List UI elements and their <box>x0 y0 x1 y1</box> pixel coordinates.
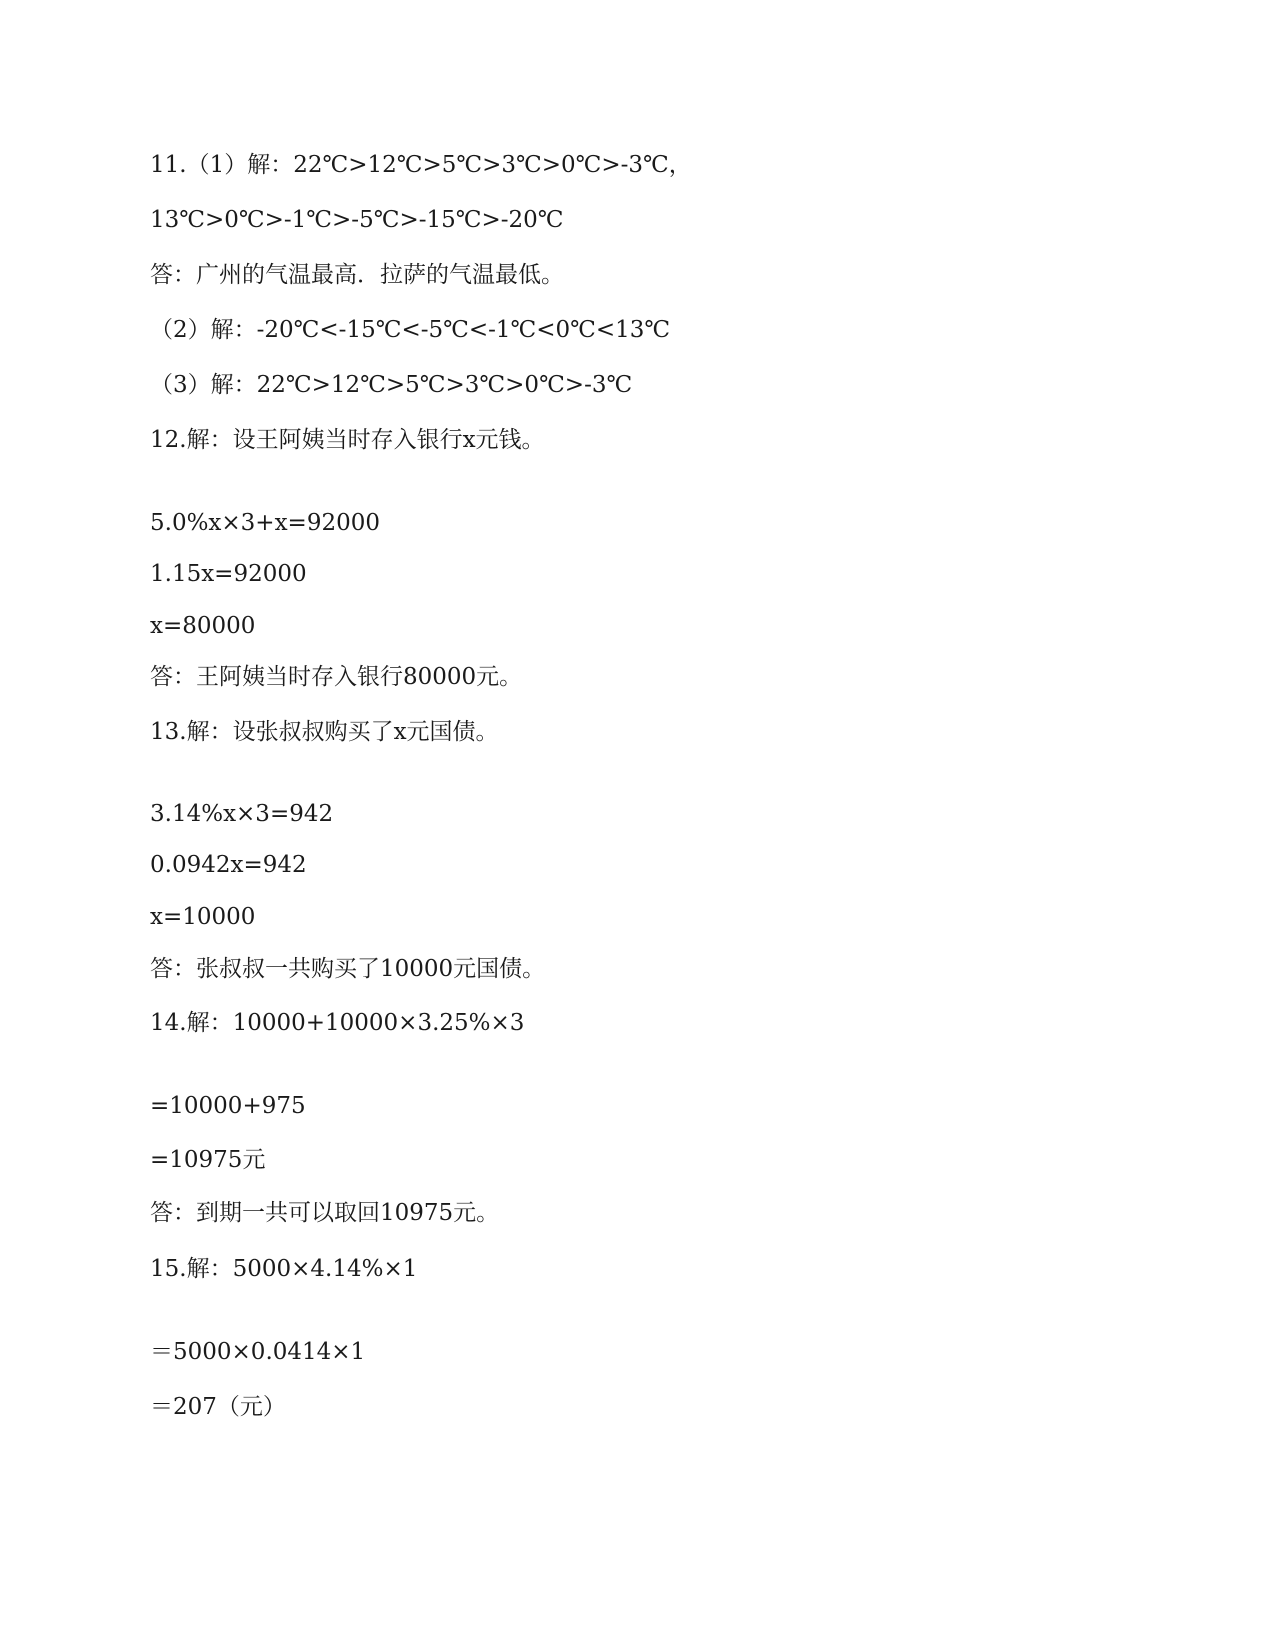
text-line: 5.0%x×3+x=92000 <box>150 510 380 536</box>
text-line: 答：到期一共可以取回10975元。 <box>150 1200 500 1226</box>
text-line: （3）解：22℃>12℃>5℃>3℃>0℃>-3℃ <box>150 372 633 398</box>
text-line: 答：王阿姨当时存入银行80000元。 <box>150 664 523 690</box>
text-line: 14.解：10000+10000×3.25%×3 <box>150 1010 525 1036</box>
text-line: 3.14%x×3=942 <box>150 801 334 827</box>
text-line: ＝207（元） <box>150 1394 286 1420</box>
text-line: 答：广州的气温最高．拉萨的气温最低。 <box>150 262 564 288</box>
text-line: 11.（1）解：22℃>12℃>5℃>3℃>0℃>-3℃， <box>150 152 692 178</box>
text-line: 答：张叔叔一共购买了10000元国债。 <box>150 956 546 982</box>
text-line: 1.15x=92000 <box>150 561 307 587</box>
text-line: 13℃>0℃>-1℃>-5℃>-15℃>-20℃ <box>150 207 564 233</box>
text-line: x=10000 <box>150 904 256 930</box>
text-line: （2）解：-20℃<-15℃<-5℃<-1℃<0℃<13℃ <box>150 317 671 343</box>
text-line: =10000+975 <box>150 1093 306 1119</box>
text-line: x=80000 <box>150 613 256 639</box>
text-line: 13.解：设张叔叔购买了x元国债。 <box>150 719 499 745</box>
text-line: ＝5000×0.0414×1 <box>150 1339 366 1365</box>
text-line: 15.解：5000×4.14%×1 <box>150 1256 418 1282</box>
text-line: 0.0942x=942 <box>150 852 307 878</box>
text-line: 12.解：设王阿姨当时存入银行x元钱。 <box>150 427 545 453</box>
text-line: =10975元 <box>150 1147 266 1173</box>
